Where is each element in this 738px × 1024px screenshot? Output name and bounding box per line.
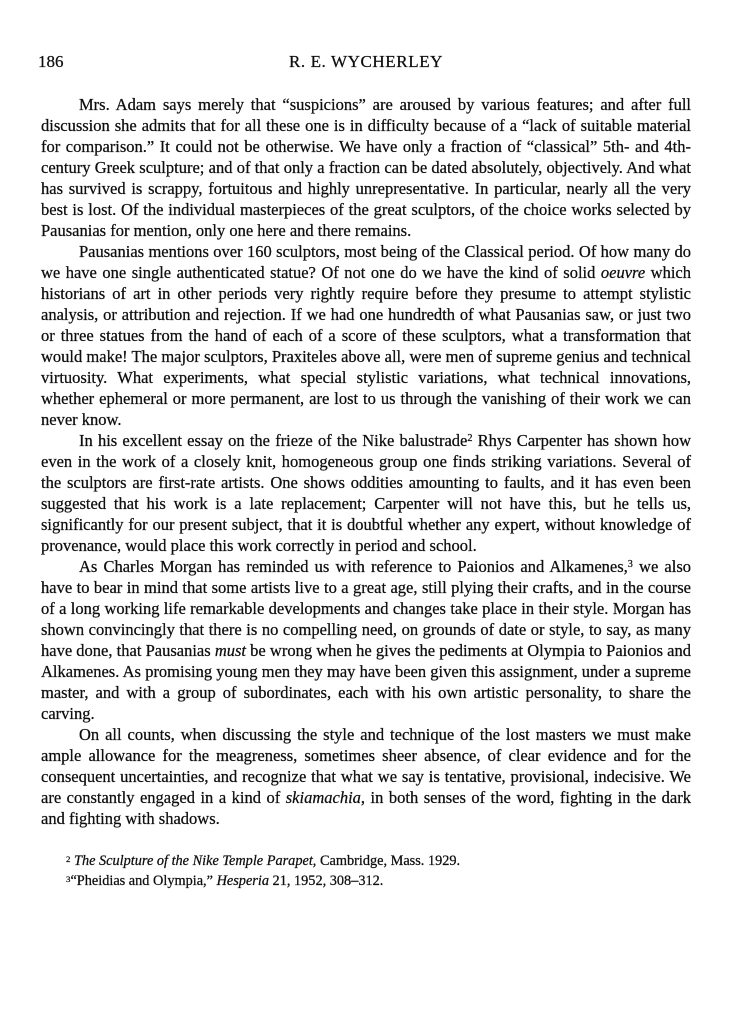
footnotes-section (66, 851, 691, 891)
footnote-marker-3: 3 (66, 873, 71, 884)
text-run: In his excellent essay on the frieze of the Nike balustrade (79, 431, 468, 450)
paragraph-2 (41, 241, 691, 430)
text-run: Rhys Carpenter has shown how even in the work of a closely knit, homogeneous group one finds striking variations. Several of the sculptors are first-rate artists. One shows oddities amounting to faults, and it has even been suggested that his work is a late replacement; Carpenter will not have this, but he tells us, significantly for our present subject, that it is doubtful whether any expert, without knowledge of provenance, would place this work correctly in period and school. (41, 431, 691, 555)
page-header (38, 0, 691, 74)
text-run: which historians of art in other periods very rightly require before they presume to attempt stylistic analysis, or attribution and rejection. If we had one hundredth of what Pausanias saw, or just two or three statues from the hand of each of a score of these sculptors, what a transformation that would make! The major sculptors, Praxiteles above all, were men of supreme genius and technical virtuosity. What experiments, what special stylistic variations, what technical innovations, whether ephemeral or more permanent, are lost to us through the vanishing of their work we can never know. (41, 263, 691, 429)
text-run: 21, 1952, 308–312. (268, 873, 384, 889)
footnote-2 (66, 851, 691, 871)
footnote-ref-2: 2 (467, 433, 473, 445)
page-number: 186 (38, 52, 64, 71)
footnote-ref-3: 3 (627, 559, 633, 571)
text-run: Mrs. Adam says merely that “suspicions” are aroused by various features; and after full discussion she admits that for all these one is in difficulty because of a “lack of suitable material for comparison.” It could not be otherwise. We have only a fraction of “classical” 5th- and 4th-century Greek sculpture; and of that only a fraction can be dated absolutely, objectively. And what has survived is scrappy, fortuitous and highly unrepresentative. In particular, nearly all the very best is lost. Of the individual masterpieces of the great sculptors, of the choice works selected by Pausanias for mention, only one here and there remains. (41, 95, 691, 240)
text-run: , Cambridge, Mass. 1929. (312, 853, 461, 869)
paragraph-1 (41, 94, 691, 241)
paragraph-4 (41, 556, 691, 724)
text-run: On all counts, when discussing the style and technique of the lost masters we must make ample allowance for the meagreness, sometimes sheer absence, of clear evidence and for the consequent uncertainties, and recognize that what we say is tentative, provisional, indecisive. We are constantly engaged in a kind of (41, 725, 691, 807)
text-run: Pausanias mentions over 160 sculptors, most being of the Classical period. Of how many do we have one single authenticated statue? Of not one do we have the kind of solid (41, 242, 691, 282)
italic-term-oeuvre: oeuvre (600, 263, 646, 282)
text-run: be wrong when he gives the pediments at Olympia to Paionios and Alkamenes. As promising young men they may have been given this assignment, under a supreme master, and with a group of subordinates, each with his own artistic personality, to share the carving. (41, 641, 691, 723)
footnote-marker-2: 2 (66, 853, 71, 864)
footnote-article-title: “Pheidias and Olympia,” (70, 873, 217, 889)
italic-term-must: must (214, 641, 246, 660)
paragraph-5 (41, 724, 691, 829)
text-run: As Charles Morgan has reminded us with reference to Paionios and Alkamenes, (79, 557, 628, 576)
article-body (41, 94, 691, 829)
paragraph-3 (41, 430, 691, 556)
footnote-3 (66, 871, 691, 891)
footnote-book-title: The Sculpture of the Nike Temple Parapet (70, 853, 313, 869)
text-run: we also have to bear in mind that some artists live to a great age, still plying their crafts, and in the course of a long working life remarkable developments and changes take place in their style. Morgan has shown convincingly that there is no compelling need, on grounds of date or style, to say, as many have done, that Pausanias (41, 557, 691, 660)
italic-term-skiamachia: skiamachia (285, 788, 361, 807)
footnote-journal-name: Hesperia (216, 873, 269, 889)
running-head: R. E. WYCHERLEY (288, 52, 444, 71)
text-run: , in both senses of the word, fighting in the dark and fighting with shadows. (41, 788, 691, 828)
